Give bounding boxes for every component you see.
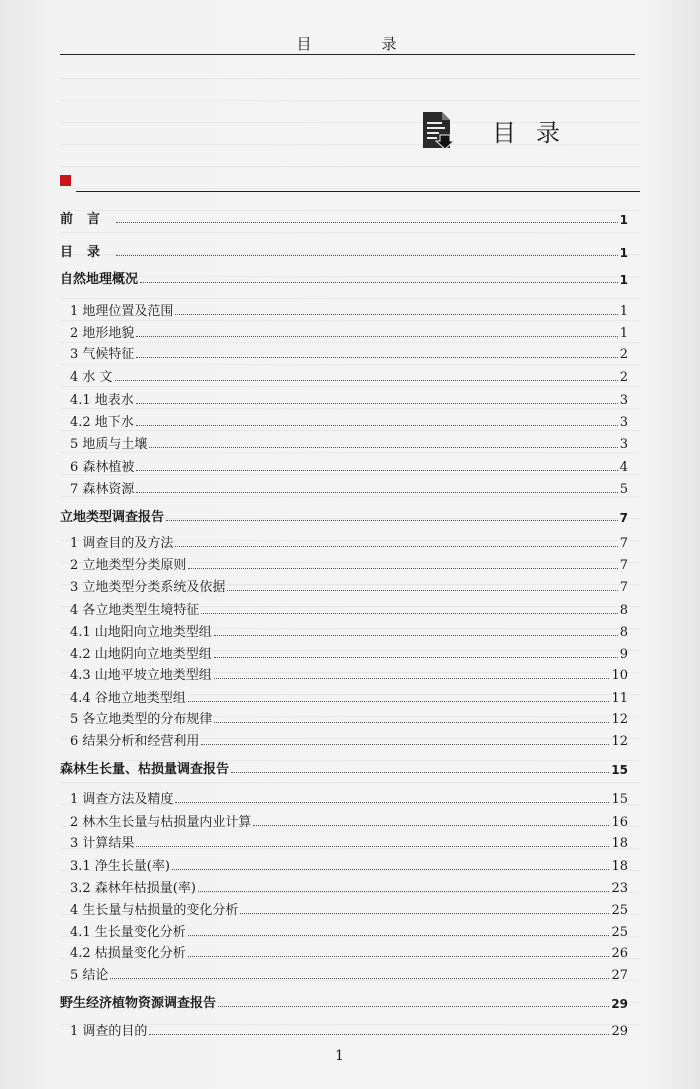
toc-entry-label: 4.1 山地阳向立地类型组 [70, 625, 212, 640]
toc-entry-label: 4.3 山地平坡立地类型组 [70, 668, 212, 683]
toc-entry[interactable] [60, 553, 628, 573]
toc-entry-label-char: 目 [60, 245, 74, 260]
toc-entry[interactable] [60, 455, 628, 475]
toc-entry-page: 3 [619, 437, 628, 452]
dot-leader [201, 744, 609, 745]
toc-entry-label: 5 地质与土壤 [70, 437, 148, 452]
toc-entry-label: 1 调查方法及精度 [70, 792, 174, 807]
toc-section-entry[interactable] [60, 505, 628, 525]
toc-entry-page: 7 [619, 580, 628, 595]
toc-entry-page: 1 [619, 304, 628, 319]
toc-entry[interactable] [60, 729, 628, 749]
toc-entry-label: 1 调查的目的 [70, 1024, 148, 1039]
toc-entry-page: 9 [619, 647, 628, 662]
dot-leader [188, 935, 610, 936]
dot-leader [136, 425, 618, 426]
dot-leader [140, 282, 618, 283]
running-header [60, 33, 635, 54]
toc-entry[interactable] [60, 876, 628, 896]
toc-entry-page: 1 [619, 273, 628, 287]
toc-entry[interactable] [60, 941, 628, 961]
dot-leader [136, 470, 617, 471]
dot-leader [110, 978, 609, 979]
toc-entry-page: 25 [611, 925, 628, 940]
toc-entry[interactable] [60, 920, 628, 940]
dot-leader [175, 802, 609, 803]
dot-leader [201, 613, 617, 614]
toc-entry-page: 10 [611, 668, 628, 683]
toc-section-entry[interactable] [60, 207, 628, 227]
dot-leader [240, 913, 609, 914]
toc-entry-page: 12 [611, 734, 628, 749]
toc-entry-page: 1 [619, 246, 628, 260]
toc-entry-label: 1 地理位置及范围 [70, 304, 174, 319]
toc-entry-label: 森林生长量、枯损量调查报告 [60, 762, 230, 777]
dot-leader [115, 380, 618, 381]
toc-entry-page: 3 [619, 393, 628, 408]
toc-entry-page: 7 [619, 558, 628, 573]
toc-entry-page: 11 [611, 691, 628, 706]
dot-leader [253, 825, 609, 826]
toc-heading [420, 110, 580, 150]
toc-entry[interactable] [60, 388, 628, 408]
toc-entry-label: 野生经济植物资源调查报告 [60, 996, 217, 1011]
dot-leader [214, 657, 618, 658]
toc-entry-label: 2 地形地貌 [70, 326, 135, 341]
toc-entry-label: 4 各立地类型生境特征 [70, 603, 200, 618]
toc-entry[interactable] [60, 642, 628, 662]
toc-entry-page: 1 [619, 326, 628, 341]
toc-entry-page: 16 [611, 815, 628, 830]
toc-section-entry[interactable] [60, 240, 628, 260]
toc-entry-page: 27 [611, 968, 628, 983]
toc-entry-label: 3 立地类型分类系统及依据 [70, 580, 226, 595]
toc-entry-label: 4 水 文 [70, 370, 113, 385]
toc-entry[interactable] [60, 410, 628, 430]
toc-entry-label: 7 森林资源 [70, 482, 135, 497]
toc-section-entry[interactable] [60, 267, 628, 287]
toc-entry-label: 5 结论 [70, 968, 109, 983]
dot-leader [188, 956, 610, 957]
toc-entry-label: 自然地理概况 [60, 272, 139, 287]
toc-entry-page: 15 [611, 763, 628, 777]
toc-entry-page: 23 [611, 881, 628, 896]
dot-leader [166, 520, 618, 521]
toc-entry[interactable] [60, 663, 628, 683]
toc-entry[interactable] [60, 598, 628, 618]
running-header-char: 录 [381, 35, 399, 53]
toc-entry-page: 8 [619, 625, 628, 640]
toc-entry-label: 6 结果分析和经营利用 [70, 734, 200, 749]
toc-entry-page: 1 [619, 213, 628, 227]
toc-entry[interactable] [60, 432, 628, 452]
toc-entry-page: 18 [611, 836, 628, 851]
toc-entry-page: 3 [619, 415, 628, 430]
toc-section-entry[interactable] [60, 991, 628, 1011]
toc-entry-page: 15 [611, 792, 628, 807]
toc-entry-page: 7 [619, 536, 628, 551]
toc-entry[interactable] [60, 898, 628, 918]
toc-entry-label: 2 立地类型分类原则 [70, 558, 187, 573]
toc-entry-label: 3.2 森林年枯损量(率) [70, 881, 196, 896]
dot-leader [175, 546, 617, 547]
toc-entry-page: 29 [611, 997, 628, 1011]
toc-entry-label: 4.1 地表水 [70, 393, 134, 408]
toc-entry[interactable] [60, 686, 628, 706]
toc-entry-page: 5 [619, 482, 628, 497]
dot-leader [149, 447, 617, 448]
dot-leader [214, 635, 618, 636]
toc-entry-label: 4 生长量与枯损量的变化分析 [70, 903, 239, 918]
toc-entry-page: 25 [611, 903, 628, 918]
dot-leader [116, 255, 618, 256]
toc-entry-label: 2 林木生长量与枯损量内业计算 [70, 815, 252, 830]
toc-entry[interactable] [60, 365, 628, 385]
dot-leader [214, 678, 610, 679]
toc-entry-page: 2 [619, 347, 628, 362]
toc-entry-label: 6 森林植被 [70, 460, 135, 475]
dot-leader [136, 846, 609, 847]
toc-entry[interactable] [60, 321, 628, 341]
document-download-icon [420, 111, 454, 149]
toc-entry[interactable] [60, 342, 628, 362]
dot-leader [172, 869, 610, 870]
dot-leader [188, 701, 610, 702]
toc-entry[interactable] [60, 854, 628, 874]
running-header-char: 目 [296, 35, 314, 53]
dot-leader [214, 722, 609, 723]
toc-entry-label: 1 调查目的及方法 [70, 536, 174, 551]
toc-entry-label: 立地类型调查报告 [60, 510, 165, 525]
toc-entry-page: 2 [619, 370, 628, 385]
toc-entry-label: 3 计算结果 [70, 836, 135, 851]
toc-entry-label [60, 241, 116, 260]
dot-leader [116, 222, 618, 223]
dot-leader [198, 891, 610, 892]
dot-leader [175, 314, 617, 315]
toc-entry[interactable] [60, 831, 628, 851]
dot-leader [136, 336, 617, 337]
toc-entry-label: 4.1 生长量变化分析 [70, 925, 186, 940]
toc-section-entry[interactable] [60, 757, 628, 777]
toc-entry-page: 12 [611, 712, 628, 727]
toc-entry-label: 4.4 谷地立地类型组 [70, 691, 186, 706]
toc-entry-label: 4.2 山地阴向立地类型组 [70, 647, 212, 662]
header-rule [60, 54, 635, 55]
toc-entry-label-char: 言 [87, 212, 101, 227]
accent-marker [60, 175, 71, 186]
dot-leader [149, 1034, 609, 1035]
toc-entry-label: 3 气候特征 [70, 347, 135, 362]
toc-entry-page: 7 [619, 511, 628, 525]
page-title [492, 113, 580, 148]
page-title-char: 目 [492, 118, 518, 147]
toc-entry[interactable] [60, 477, 628, 497]
toc-entry-page: 29 [611, 1024, 628, 1039]
dot-leader [136, 357, 617, 358]
page-number: 1 [335, 1048, 344, 1064]
toc-entry[interactable] [60, 707, 628, 727]
toc-entry-page: 8 [619, 603, 628, 618]
dot-leader [136, 403, 618, 404]
toc-entry-label-char: 前 [60, 212, 74, 227]
toc-entry[interactable] [60, 810, 628, 830]
toc-entry[interactable] [60, 787, 628, 807]
dot-leader [136, 492, 617, 493]
toc-entry[interactable] [60, 531, 628, 551]
toc-entry-label: 3.1 净生长量(率) [70, 859, 170, 874]
toc-entry[interactable] [60, 575, 628, 595]
toc-entry-page: 4 [619, 460, 628, 475]
dot-leader [188, 568, 617, 569]
toc-entry-label [60, 208, 116, 227]
toc-entry-page: 18 [611, 859, 628, 874]
toc-entry[interactable] [60, 299, 628, 319]
toc-entry[interactable] [60, 1019, 628, 1039]
page-title-char: 录 [536, 118, 562, 147]
toc-entry-label: 4.2 地下水 [70, 415, 134, 430]
dot-leader [231, 772, 609, 773]
toc-entry[interactable] [60, 620, 628, 640]
dot-leader [218, 1006, 609, 1007]
dot-leader [227, 590, 617, 591]
toc-entry-page: 26 [611, 946, 628, 961]
title-rule [76, 191, 640, 192]
toc-entry-label: 4.2 枯损量变化分析 [70, 946, 186, 961]
toc-entry-label: 5 各立地类型的分布规律 [70, 712, 213, 727]
toc-entry-label-char: 录 [87, 245, 101, 260]
toc-entry[interactable] [60, 963, 628, 983]
